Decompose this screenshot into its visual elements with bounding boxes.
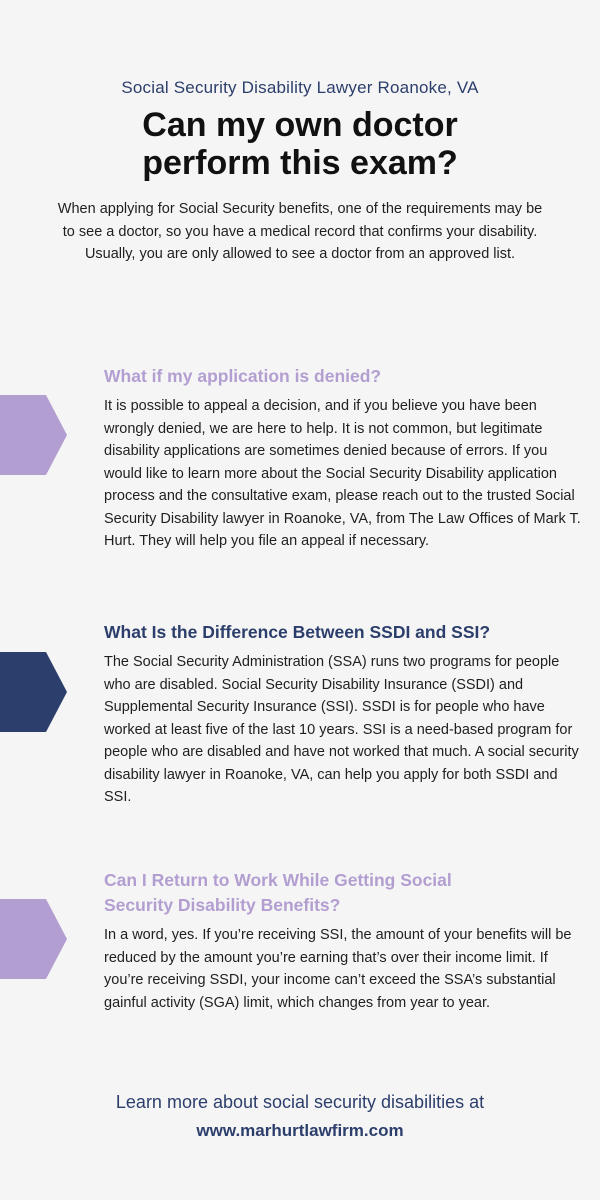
section-heading: What if my application is denied? xyxy=(104,366,382,386)
arrow-tab-icon xyxy=(0,899,67,979)
arrow-tab-icon xyxy=(0,395,67,475)
section-application-denied xyxy=(104,364,584,553)
section-heading: What Is the Difference Between SSDI and SSI? xyxy=(104,622,491,642)
arrow-tab-icon xyxy=(0,652,67,732)
page-title xyxy=(0,106,600,182)
title-line-1: Can my own doctor xyxy=(142,106,458,144)
intro-paragraph: When applying for Social Security benefits, one of the requirements may be to see a doctor, so you have a medical record that confirms your disability. Usually, you are only allowed to see a doctor from an approved list. xyxy=(57,201,543,262)
section-body: It is possible to appeal a decision, and if you believe you have been wrongly denied, we are here to help. It is not common, but legitimate disability applications are sometimes denied because of errors. If you would like to learn more about the Social Security Disability application process and the consultative exam, please reach out to the trusted Social Security Disability lawyer in Roanoke, VA, from The Law Offices of Mark T. Hurt. They will help you file an appeal if necessary. xyxy=(104,398,581,549)
section-ssdi-vs-ssi xyxy=(104,620,584,809)
footer xyxy=(0,1090,600,1146)
footer-text: Learn more about social security disabilities at xyxy=(115,1092,485,1112)
section-body: In a word, yes. If you’re receiving SSI, the amount of your benefits will be reduced by the amount you’re earning that’s over their income limit. If you’re receiving SSDI, your income can’t exceed the SSA’s substantial gainful activity (SGA) limit, which changes from year to year. xyxy=(104,927,572,1011)
section-heading: Can I Return to Work While Getting Social Security Disability Benefits? xyxy=(104,870,452,915)
page-subtitle: Social Security Disability Lawyer Roanoke, VA xyxy=(121,78,479,97)
section-body: The Social Security Administration (SSA) runs two programs for people who are disabled. Social Security Disability Insurance (SSDI) and Supplemental Security Insurance (SSI). SSDI is for people who have worked at least five of the last 10 years. SSI is a need-based program for people who are disabled and have not worked that much. A social security disability lawyer in Roanoke, VA, can help you apply for both SSDI and SSI. xyxy=(104,654,579,805)
website-link[interactable]: www.marhurtlawfirm.com xyxy=(196,1121,404,1140)
section-return-to-work xyxy=(104,868,572,1014)
title-line-2: perform this exam? xyxy=(142,144,458,182)
